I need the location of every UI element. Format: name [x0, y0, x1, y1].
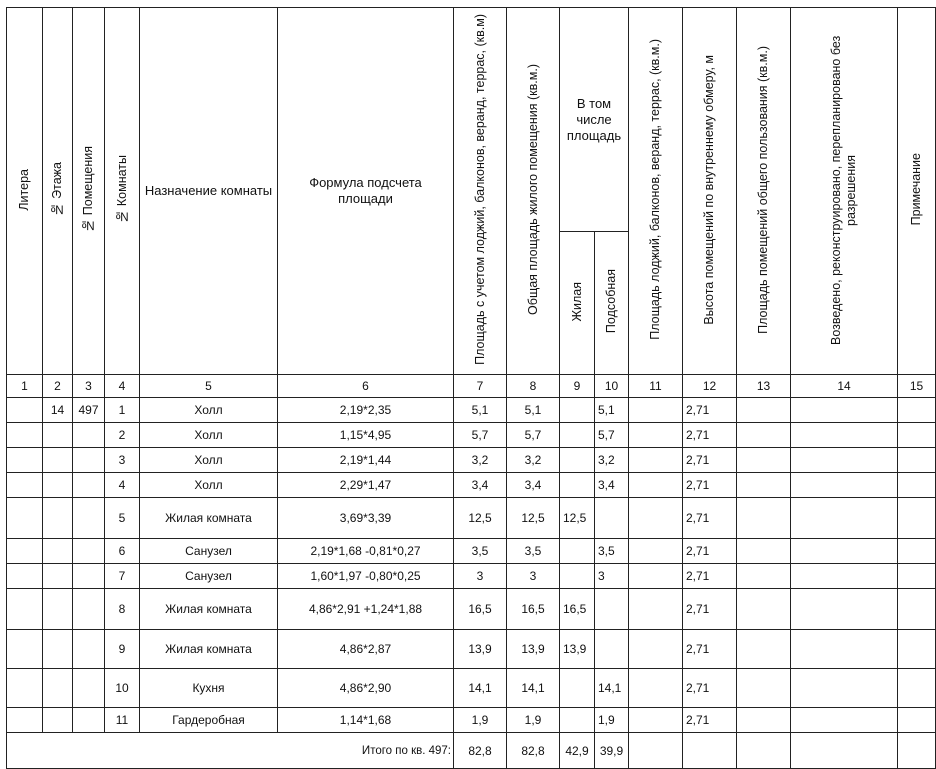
- cell-empty: [7, 564, 43, 589]
- header-common-area: Площадь помещений общего пользования (кв.м.): [737, 8, 791, 375]
- cell-empty: [791, 564, 898, 589]
- cell-empty: [629, 669, 683, 708]
- cell-aux: 14,1: [595, 669, 629, 708]
- cell-premise: [73, 473, 105, 498]
- cell-empty: [791, 589, 898, 630]
- cell-living: [560, 473, 595, 498]
- cell-height: 2,71: [683, 630, 737, 669]
- cell-empty: [898, 448, 936, 473]
- cell-empty: [737, 423, 791, 448]
- cell-room: 8: [105, 589, 140, 630]
- cell-height: 2,71: [683, 669, 737, 708]
- cell-empty: [629, 448, 683, 473]
- cell-aux: 3,4: [595, 473, 629, 498]
- cell-room: 4: [105, 473, 140, 498]
- cell-empty: [737, 539, 791, 564]
- cell-empty: [898, 423, 936, 448]
- cell-living: [560, 398, 595, 423]
- cell-floor: [43, 539, 73, 564]
- cell-room: 10: [105, 669, 140, 708]
- cell-empty: [737, 669, 791, 708]
- column-number: 13: [737, 375, 791, 398]
- table-row: [7, 669, 936, 708]
- cell-premise: [73, 630, 105, 669]
- column-number: 4: [105, 375, 140, 398]
- total-aux: 39,9: [595, 733, 629, 769]
- header-purpose: Назначение комнаты: [140, 8, 278, 375]
- cell-empty: [629, 630, 683, 669]
- total-empty-13: [737, 733, 791, 769]
- column-number: 1: [7, 375, 43, 398]
- cell-purpose: Санузел: [140, 539, 278, 564]
- header-height: Высота помещений по внутреннему обмеру, м: [683, 8, 737, 375]
- cell-height: 2,71: [683, 448, 737, 473]
- cell-living: [560, 708, 595, 733]
- column-number: 14: [791, 375, 898, 398]
- cell-empty: [898, 498, 936, 539]
- cell-empty: [629, 564, 683, 589]
- cell-room: 3: [105, 448, 140, 473]
- cell-empty: [7, 448, 43, 473]
- column-number: 12: [683, 375, 737, 398]
- cell-aux: 3,5: [595, 539, 629, 564]
- cell-purpose: Жилая комната: [140, 498, 278, 539]
- cell-total: 1,9: [507, 708, 560, 733]
- table-row: [7, 473, 936, 498]
- cell-premise: [73, 423, 105, 448]
- table-row: [7, 708, 936, 733]
- cell-purpose: Холл: [140, 398, 278, 423]
- cell-room: 2: [105, 423, 140, 448]
- cell-empty: [898, 539, 936, 564]
- cell-formula: 2,19*2,35: [278, 398, 454, 423]
- cell-floor: [43, 448, 73, 473]
- header-living: Жилая: [560, 232, 595, 375]
- cell-empty: [791, 423, 898, 448]
- header-row: [7, 8, 936, 232]
- cell-purpose: Гардеробная: [140, 708, 278, 733]
- cell-height: 2,71: [683, 589, 737, 630]
- cell-aux: 5,7: [595, 423, 629, 448]
- cell-floor: [43, 423, 73, 448]
- cell-empty: [898, 669, 936, 708]
- cell-premise: [73, 448, 105, 473]
- header-room: № Комнаты: [105, 8, 140, 375]
- cell-empty: [898, 630, 936, 669]
- cell-empty: [7, 398, 43, 423]
- cell-height: 2,71: [683, 423, 737, 448]
- cell-total: 16,5: [507, 589, 560, 630]
- column-number: 10: [595, 375, 629, 398]
- cell-total: 14,1: [507, 669, 560, 708]
- cell-floor: [43, 708, 73, 733]
- cell-empty: [791, 448, 898, 473]
- total-empty-11: [629, 733, 683, 769]
- cell-empty: [737, 498, 791, 539]
- cell-floor: 14: [43, 398, 73, 423]
- cell-area: 3,2: [454, 448, 507, 473]
- cell-total: 12,5: [507, 498, 560, 539]
- cell-empty: [791, 398, 898, 423]
- cell-living: 13,9: [560, 630, 595, 669]
- cell-empty: [791, 630, 898, 669]
- cell-area: 5,1: [454, 398, 507, 423]
- cell-height: 2,71: [683, 539, 737, 564]
- cell-room: 9: [105, 630, 140, 669]
- header-premise: № Помещения: [73, 8, 105, 375]
- cell-purpose: Санузел: [140, 564, 278, 589]
- cell-empty: [791, 498, 898, 539]
- cell-total: 3,2: [507, 448, 560, 473]
- total-living-area: 82,8: [507, 733, 560, 769]
- cell-living: 16,5: [560, 589, 595, 630]
- cell-floor: [43, 473, 73, 498]
- cell-empty: [737, 708, 791, 733]
- cell-height: 2,71: [683, 473, 737, 498]
- total-living: 42,9: [560, 733, 595, 769]
- header-built-without-permit: Возведено, реконструировано, перепланировано без разрешения: [791, 8, 898, 375]
- total-empty-12: [683, 733, 737, 769]
- table-row: [7, 448, 936, 473]
- cell-aux: [595, 589, 629, 630]
- cell-formula: 3,69*3,39: [278, 498, 454, 539]
- cell-aux: 3,2: [595, 448, 629, 473]
- cell-room: 1: [105, 398, 140, 423]
- cell-empty: [737, 630, 791, 669]
- column-number: 11: [629, 375, 683, 398]
- cell-empty: [7, 669, 43, 708]
- cell-area: 14,1: [454, 669, 507, 708]
- cell-aux: 1,9: [595, 708, 629, 733]
- cell-empty: [629, 539, 683, 564]
- cell-height: 2,71: [683, 564, 737, 589]
- cell-empty: [737, 589, 791, 630]
- total-empty-14: [791, 733, 898, 769]
- cell-area: 3,5: [454, 539, 507, 564]
- cell-empty: [898, 589, 936, 630]
- cell-empty: [629, 708, 683, 733]
- total-area: 82,8: [454, 733, 507, 769]
- header-liter: Литера: [7, 8, 43, 375]
- cell-room: 11: [105, 708, 140, 733]
- table-row: [7, 564, 936, 589]
- cell-floor: [43, 669, 73, 708]
- table-row: [7, 589, 936, 630]
- column-number: 2: [43, 375, 73, 398]
- column-number: 15: [898, 375, 936, 398]
- cell-living: [560, 448, 595, 473]
- cell-formula: 2,29*1,47: [278, 473, 454, 498]
- cell-premise: [73, 498, 105, 539]
- cell-empty: [629, 589, 683, 630]
- cell-purpose: Холл: [140, 448, 278, 473]
- header-total-living-area: Общая площадь жилого помещения (кв.м.): [507, 8, 560, 375]
- cell-empty: [629, 423, 683, 448]
- column-number: 7: [454, 375, 507, 398]
- column-number-row: [7, 375, 936, 398]
- cell-purpose: Холл: [140, 423, 278, 448]
- cell-empty: [898, 398, 936, 423]
- cell-formula: 4,86*2,87: [278, 630, 454, 669]
- cell-room: 6: [105, 539, 140, 564]
- cell-empty: [7, 589, 43, 630]
- cell-empty: [7, 423, 43, 448]
- column-number: 3: [73, 375, 105, 398]
- cell-living: 12,5: [560, 498, 595, 539]
- cell-empty: [791, 708, 898, 733]
- cell-formula: 1,60*1,97 -0,80*0,25: [278, 564, 454, 589]
- cell-premise: [73, 669, 105, 708]
- cell-purpose: Жилая комната: [140, 589, 278, 630]
- header-floor: № Этажа: [43, 8, 73, 375]
- cell-room: 7: [105, 564, 140, 589]
- cell-height: 2,71: [683, 398, 737, 423]
- column-number: 6: [278, 375, 454, 398]
- cell-empty: [737, 473, 791, 498]
- cell-empty: [898, 564, 936, 589]
- cell-aux: 5,1: [595, 398, 629, 423]
- cell-area: 5,7: [454, 423, 507, 448]
- cell-empty: [791, 473, 898, 498]
- cell-total: 3,5: [507, 539, 560, 564]
- cell-premise: 497: [73, 398, 105, 423]
- cell-premise: [73, 589, 105, 630]
- header-auxiliary: Подсобная: [595, 232, 629, 375]
- cell-floor: [43, 564, 73, 589]
- cell-empty: [898, 473, 936, 498]
- cell-formula: 1,14*1,68: [278, 708, 454, 733]
- table-body: [7, 398, 936, 733]
- cell-empty: [791, 539, 898, 564]
- table-row: [7, 498, 936, 539]
- cell-living: [560, 539, 595, 564]
- cell-empty: [629, 398, 683, 423]
- cell-purpose: Холл: [140, 473, 278, 498]
- total-empty-15: [898, 733, 936, 769]
- cell-total: 13,9: [507, 630, 560, 669]
- cell-purpose: Кухня: [140, 669, 278, 708]
- cell-empty: [898, 708, 936, 733]
- cell-empty: [7, 630, 43, 669]
- room-area-table: [6, 7, 936, 769]
- header-note: Примечание: [898, 8, 936, 375]
- total-label: Итого по кв. 497:: [7, 733, 454, 769]
- total-row: [7, 733, 936, 769]
- cell-total: 3: [507, 564, 560, 589]
- cell-living: [560, 564, 595, 589]
- cell-empty: [629, 498, 683, 539]
- cell-height: 2,71: [683, 498, 737, 539]
- cell-formula: 1,15*4,95: [278, 423, 454, 448]
- cell-formula: 2,19*1,68 -0,81*0,27: [278, 539, 454, 564]
- cell-area: 13,9: [454, 630, 507, 669]
- column-number: 8: [507, 375, 560, 398]
- cell-empty: [629, 473, 683, 498]
- cell-premise: [73, 564, 105, 589]
- cell-formula: 4,86*2,90: [278, 669, 454, 708]
- cell-area: 1,9: [454, 708, 507, 733]
- cell-floor: [43, 589, 73, 630]
- cell-area: 16,5: [454, 589, 507, 630]
- cell-total: 3,4: [507, 473, 560, 498]
- cell-aux: [595, 498, 629, 539]
- cell-formula: 4,86*2,91 +1,24*1,88: [278, 589, 454, 630]
- cell-premise: [73, 539, 105, 564]
- cell-total: 5,1: [507, 398, 560, 423]
- cell-empty: [791, 669, 898, 708]
- cell-empty: [737, 448, 791, 473]
- cell-empty: [7, 473, 43, 498]
- cell-premise: [73, 708, 105, 733]
- cell-total: 5,7: [507, 423, 560, 448]
- cell-living: [560, 669, 595, 708]
- cell-empty: [737, 564, 791, 589]
- cell-empty: [7, 708, 43, 733]
- cell-area: 12,5: [454, 498, 507, 539]
- cell-empty: [7, 539, 43, 564]
- cell-area: 3,4: [454, 473, 507, 498]
- header-loggias-area: Площадь лоджий, балконов, веранд, террас, (кв.м.): [629, 8, 683, 375]
- cell-aux: [595, 630, 629, 669]
- cell-height: 2,71: [683, 708, 737, 733]
- table-row: [7, 630, 936, 669]
- cell-purpose: Жилая комната: [140, 630, 278, 669]
- header-formula: Формула подсчета площади: [278, 8, 454, 375]
- cell-area: 3: [454, 564, 507, 589]
- header-including: В том числе площадь: [560, 8, 629, 232]
- cell-floor: [43, 630, 73, 669]
- cell-empty: [737, 398, 791, 423]
- column-number: 5: [140, 375, 278, 398]
- cell-room: 5: [105, 498, 140, 539]
- cell-formula: 2,19*1,44: [278, 448, 454, 473]
- table-row: [7, 539, 936, 564]
- cell-floor: [43, 498, 73, 539]
- cell-aux: 3: [595, 564, 629, 589]
- cell-living: [560, 423, 595, 448]
- table-row: [7, 398, 936, 423]
- cell-empty: [7, 498, 43, 539]
- header-area-with-loggias: Площадь с учетом лоджий, балконов, веранд, террас, (кв.м): [454, 8, 507, 375]
- table-row: [7, 423, 936, 448]
- column-number: 9: [560, 375, 595, 398]
